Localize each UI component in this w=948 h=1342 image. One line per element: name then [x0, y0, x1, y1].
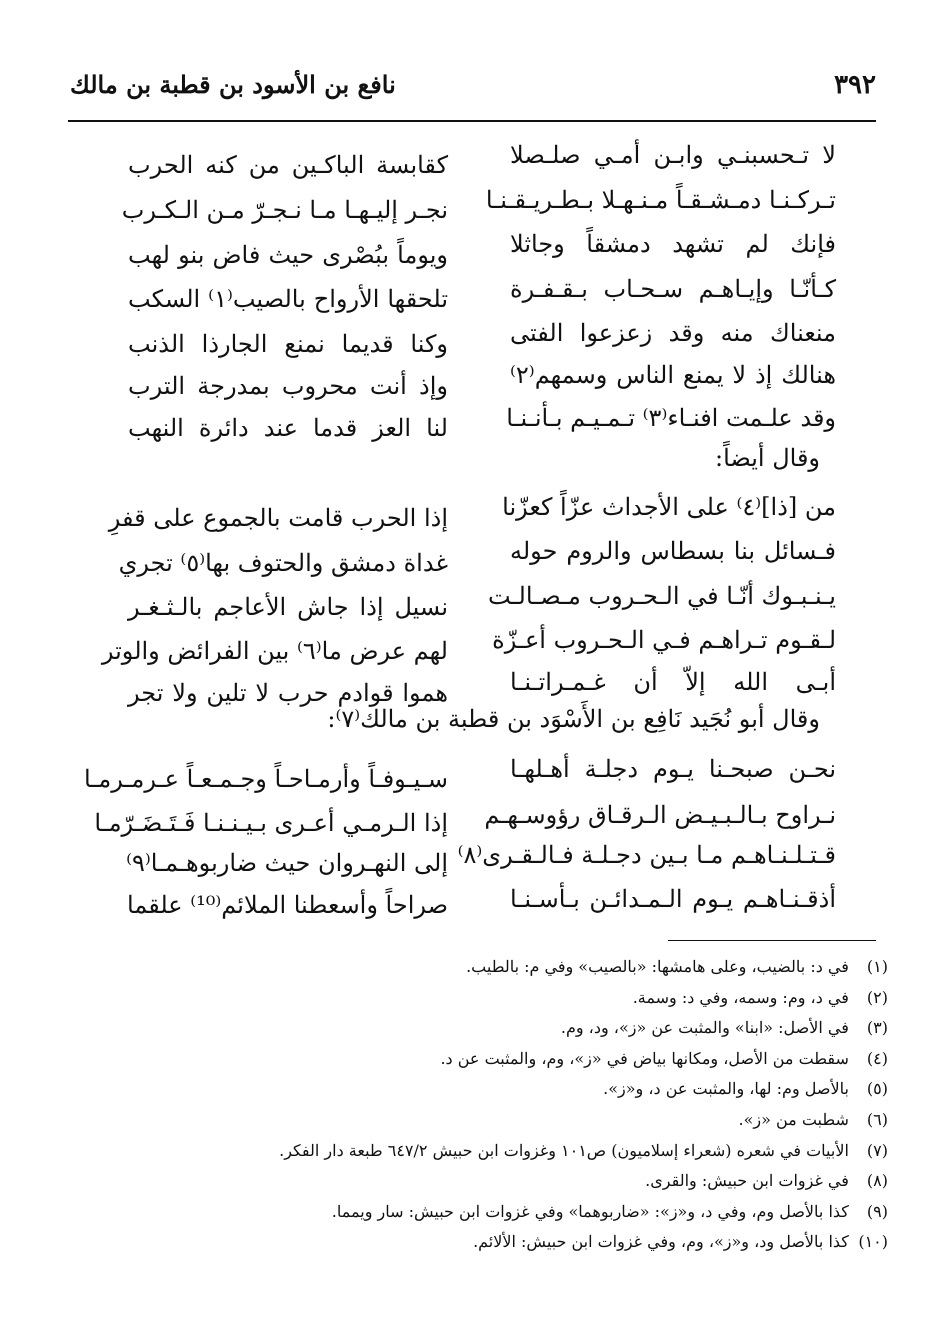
footnote-number: (٩) [866, 1201, 888, 1221]
verse-first-hemistich: هنالك إذ لا يمنع الناس وسمهم⁽٢⁾ [510, 361, 836, 389]
poem-introduction: وقال أيضاً: [715, 444, 820, 472]
verse-second-hemistich: غداة دمشق والحتوف بها⁽٥⁾ تجري [118, 549, 448, 577]
page-number: ٣٩٢ [834, 70, 876, 100]
verse-first-hemistich: كـأنّـا وإيـاهـم سـحـاب بـقـفـرة [510, 275, 836, 303]
verse-first-hemistich: قـتـلـنـاهـم مـا بـين دجـلـة فـالـقـرى⁽٨⁾ [457, 841, 836, 869]
footnote-number: (٤) [866, 1048, 888, 1068]
footnote [58, 1013, 888, 1044]
verse-second-hemistich: تلحقها الأرواح بالصيب⁽١⁾ السكب [128, 285, 449, 313]
running-title: نافع بن الأسود بن قطبة بن مالك [70, 70, 396, 99]
footnote-text: الأبيات في شعره (شعراء إسلاميون) ص١٠١ وغزوات ابن حبيش ٦٤٧/٢ طبعة دار الفكر. [279, 1140, 849, 1160]
verse-second-hemistich: لهم عرض ما⁽٦⁾ بين الفرائض والوتر [101, 637, 448, 665]
footnote-number: (٢) [866, 987, 888, 1007]
footnote [58, 952, 888, 983]
footnote [58, 1197, 888, 1228]
footnote [58, 1166, 888, 1197]
footnote [58, 1227, 888, 1258]
verse-second-hemistich: كقابسة الباكـين من كنه الحرب [128, 151, 448, 179]
footnote-number: (٨) [866, 1171, 888, 1191]
footnote-text: بالأصل وم: لها، والمثبت عن د، و«ز». [603, 1079, 849, 1099]
poem-introduction: وقال أبو نُجَيد نَافِع بن الأَسْوَد بن قطبة بن مالك⁽٧⁾: [327, 705, 820, 733]
footnote-text: سقطت من الأصل، ومكانها بياض في «ز»، وم، والمثبت عن د. [440, 1048, 849, 1068]
verse-second-hemistich: وكنا قديما نمنع الجارذا الذنب [128, 330, 448, 358]
verse-second-hemistich: إذا الـرمـي أعـرى بـيـنـنـا فَـتَـضَـرّمـا [94, 809, 448, 837]
verse-first-hemistich: منعناك منه وقد زعزعوا الفتى [510, 319, 836, 347]
footnote [58, 1074, 888, 1105]
verse-second-hemistich: ويوماً ببُصْرى حيث فاض بنو لهب [128, 241, 448, 269]
footnote-text: كذا بالأصل ود، و«ز»، وم، وفي غزوات ابن حبيش: الألائم. [473, 1232, 849, 1252]
footnote-text: شطبت من «ز». [738, 1109, 849, 1129]
verse-second-hemistich: وإذ أنت محروب بمدرجة الترب [128, 372, 448, 400]
verse-second-hemistich: إذا الحرب قامت بالجموع على قفرِ [108, 504, 448, 532]
footnote-text: في الأصل: «ابنا» والمثبت عن «ز»، ود، وم. [560, 1018, 849, 1038]
verse-first-hemistich: أبـى الله إلاّ أن غـمـراتـنـا [510, 668, 836, 696]
footnote-text: كذا بالأصل وم، وفي د، و«ز»: «ضاربوهما» وفي غزوات ابن حبيش: سار ويمما. [331, 1201, 849, 1221]
footnote-number: (٥) [866, 1079, 888, 1099]
footnote-text: في غزوات ابن حبيش: والقرى. [645, 1171, 849, 1191]
verse-first-hemistich: تـركـنـا دمـشـقـاً مـنـهـلا بـطـريـقـنـا [485, 186, 836, 214]
footnote-text: في د: بالضيب، وعلى هامشها: «بالصيب» وفي م: بالطيب. [466, 957, 849, 976]
verse-second-hemistich: إلى النهـروان حيث ضاربوهـمـا⁽٩⁾ [126, 849, 448, 877]
page-header [70, 70, 876, 114]
footnote-text: في د، وم: وسمه، وفي د: وسمة. [632, 987, 849, 1007]
verse-first-hemistich: فإنك لم تشهد دمشقاً وجاثلا [510, 230, 836, 258]
verse-first-hemistich: لـقـوم تـراهـم فـي الـحـروب أعـزّة [492, 626, 836, 654]
verse-second-hemistich: نسيل إذا جاش الأعاجم بالـثـغـر [128, 593, 448, 621]
verse-second-hemistich: نجـر إليـهـا مـا نـجـرّ مـن الـكـرب [121, 196, 448, 224]
verse-first-hemistich: لا تـحسبنـي وابـن أمـي صلـصلا [510, 141, 836, 169]
footnote [58, 983, 888, 1014]
verse-first-hemistich: فـسائل بنا بسطاس والروم حوله [510, 537, 836, 565]
footnote [58, 1044, 888, 1075]
header-rule [68, 120, 876, 122]
verse-second-hemistich: صراحاً وأسعطنا الملائم⁽¹⁰⁾ علقما [127, 891, 448, 919]
verse-second-hemistich: سـيـوفـاً وأرمـاحـاً وجـمـعـاً عـرمـرمـا [84, 765, 448, 793]
footnote [58, 1105, 888, 1136]
verse-first-hemistich: وقد علـمت افنـاء⁽٣⁾ تـمـيـم بـأنـنـا [506, 404, 836, 432]
verse-first-hemistich: من [ذا]⁽٤⁾ على الأجداث عزّاً كعزّنا [502, 493, 836, 521]
verse-first-hemistich: نحـن صبحـنا يـوم دجلـة أهـلهـا [510, 755, 836, 783]
footnote-number: (٣) [866, 1018, 888, 1038]
footnote [58, 1136, 888, 1167]
footnote-separator [668, 940, 876, 941]
footnotes [58, 952, 888, 1258]
footnote-number: (٧) [866, 1140, 888, 1160]
verse-first-hemistich: يـنـبـوك أنّـا في الـحـروب مـصـالـت [487, 582, 836, 610]
footnote-number: (١٠) [858, 1232, 888, 1252]
verse-first-hemistich: أذقـنـاهـم يـوم الـمـدائـن بـأسـنـا [510, 885, 836, 913]
verse-second-hemistich: هموا قوادم حرب لا تلين ولا تجر [128, 679, 448, 707]
verse-first-hemistich: نـراوح بـالـبـيـض الـرقـاق رؤوسـهـم [484, 801, 836, 829]
footnote-number: (١) [866, 957, 888, 976]
verse-second-hemistich: لنا العز قدما عند دائرة النهب [128, 414, 448, 442]
footnote-number: (٦) [866, 1109, 888, 1129]
